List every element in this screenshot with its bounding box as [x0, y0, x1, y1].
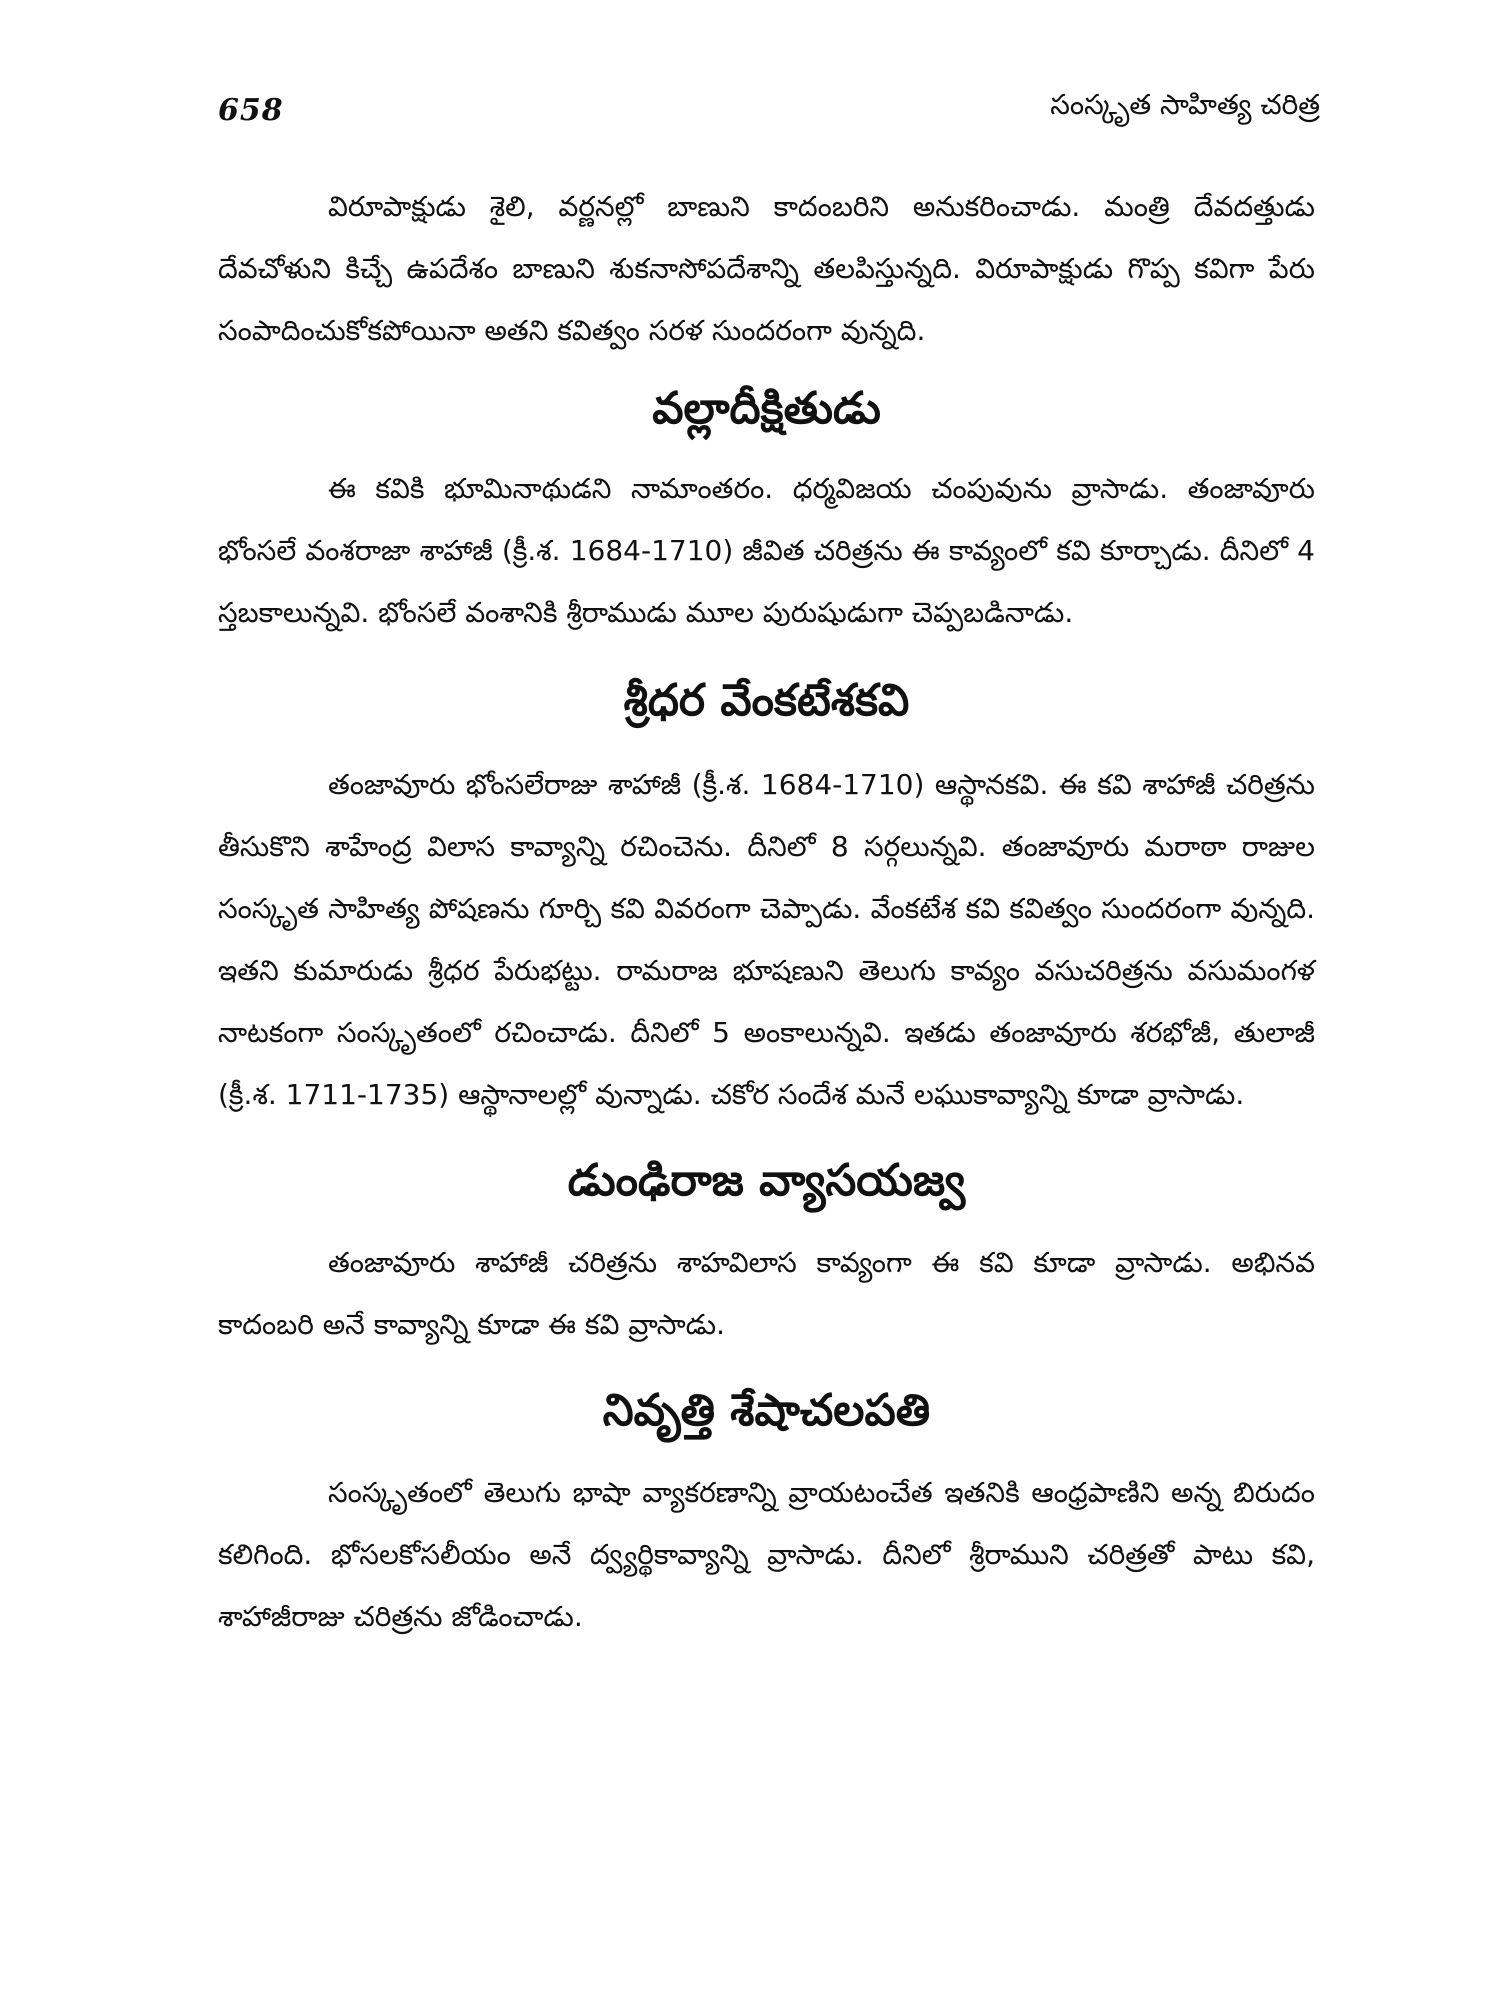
section-paragraph-sridhara-venkatesakavi: తంజావూరు భోంసలేరాజు శాహాజీ (క్రీ.శ. 1684-1710) ఆస్థానకవి. ఈ కవి శాహాజీ చరిత్రను తీసుకొని శాహేంద్ర విలాస కావ్యాన్ని రచించెను. దీనిలో 8 సర్గలున్నవి. తంజావూరు మరాఠా రాజుల సంస్కృత సాహిత్య పోషణను గూర్చి కవి వివరంగా చెప్పాడు. వేంకటేశ కవి కవిత్వం సుందరంగా వున్నది. ఇతని కుమారుడు శ్రీధర పేరుభట్టు. రామరాజ భూషణుని తెలుగు కావ్యం వసుచరిత్రను వసుమంగళ నాటకంగా సంస్కృతంలో రచించాడు. దీనిలో 5 అంకాలున్నవి. ఇతడు తంజావూరు శరభోజీ, తులాజీ (క్రీ.శ. 1711-1735) ఆస్థానాలల్లో వున్నాడు. చకోర సందేశ మనే లఘుకావ్యాన్ని కూడా వ్రాసాడు.	[218, 768, 1315, 1111]
section-paragraph-nivrutti-seshachalapati: సంస్కృతంలో తెలుగు భాషా వ్యాకరణాన్ని వ్రాయటంచేత ఇతనికి ఆంధ్రపాణిని అన్న బిరుదం కలిగింది. భోసలకోసలీయం అనే ద్వ్యర్థికావ్యాన్ని వ్రాసాడు. దీనిలో శ్రీరాముని చరిత్రతో పాటు కవి, శాహాజీరాజు చరిత్రను జోడించాడు.	[218, 1476, 1315, 1633]
section-heading-dundhiraja-vyasayajva: డుంఢిరాజ వ్యాసయజ్వ	[567, 1155, 966, 1206]
section-heading-sridhara-venkatesakavi: శ్రీధర వేంకటేశకవి	[623, 675, 910, 726]
page-number: 658	[218, 93, 284, 128]
section-heading-nivrutti-seshachalapati: నివృత్తి శేషాచలపతి	[602, 1385, 931, 1436]
intro-paragraph: విరూపాక్షుడు శైలి, వర్ణనల్లో బాణుని కాదంబరిని అనుకరించాడు. మంత్రి దేవదత్తుడు దేవచోళుని కిచ్చే ఉపదేశం బాణుని శుకనాసోపదేశాన్ని తలపిస్తున్నది. విరూపాక్షుడు గొప్ప కవిగా పేరు సంపాదించుకోకపోయినా అతని కవిత్వం సరళ సుందరంగా వున్నది.	[218, 190, 1315, 347]
section-heading-vallaadeekshitudu: వల్లాదీక్షితుడు	[652, 383, 881, 434]
page-body	[218, 176, 1315, 1648]
section-paragraph-vallaadeekshitudu: ఈ కవికి భూమినాథుడని నామాంతరం. ధర్మవిజయ చంపువును వ్రాసాడు. తంజావూరు భోంసలే వంశరాజా శాహాజీ (క్రీ.శ. 1684-1710) జీవిత చరిత్రను ఈ కావ్యంలో కవి కూర్చాడు. దీనిలో 4 స్తబకాలున్నవి. భోంసలే వంశానికి శ్రీరాముడు మూల పురుషుడుగా చెప్పబడినాడు.	[218, 472, 1315, 629]
running-title: సంస్కృత సాహిత్య చరిత్ర	[1050, 88, 1320, 121]
page-header	[218, 78, 1320, 128]
section-paragraph-dundhiraja-vyasayajva: తంజావూరు శాహాజీ చరిత్రను శాహవిలాస కావ్యంగా ఈ కవి కూడా వ్రాసాడు. అభినవ కాదంబరి అనే కావ్యాన్ని కూడా ఈ కవి వ్రాసాడు.	[218, 1246, 1315, 1341]
